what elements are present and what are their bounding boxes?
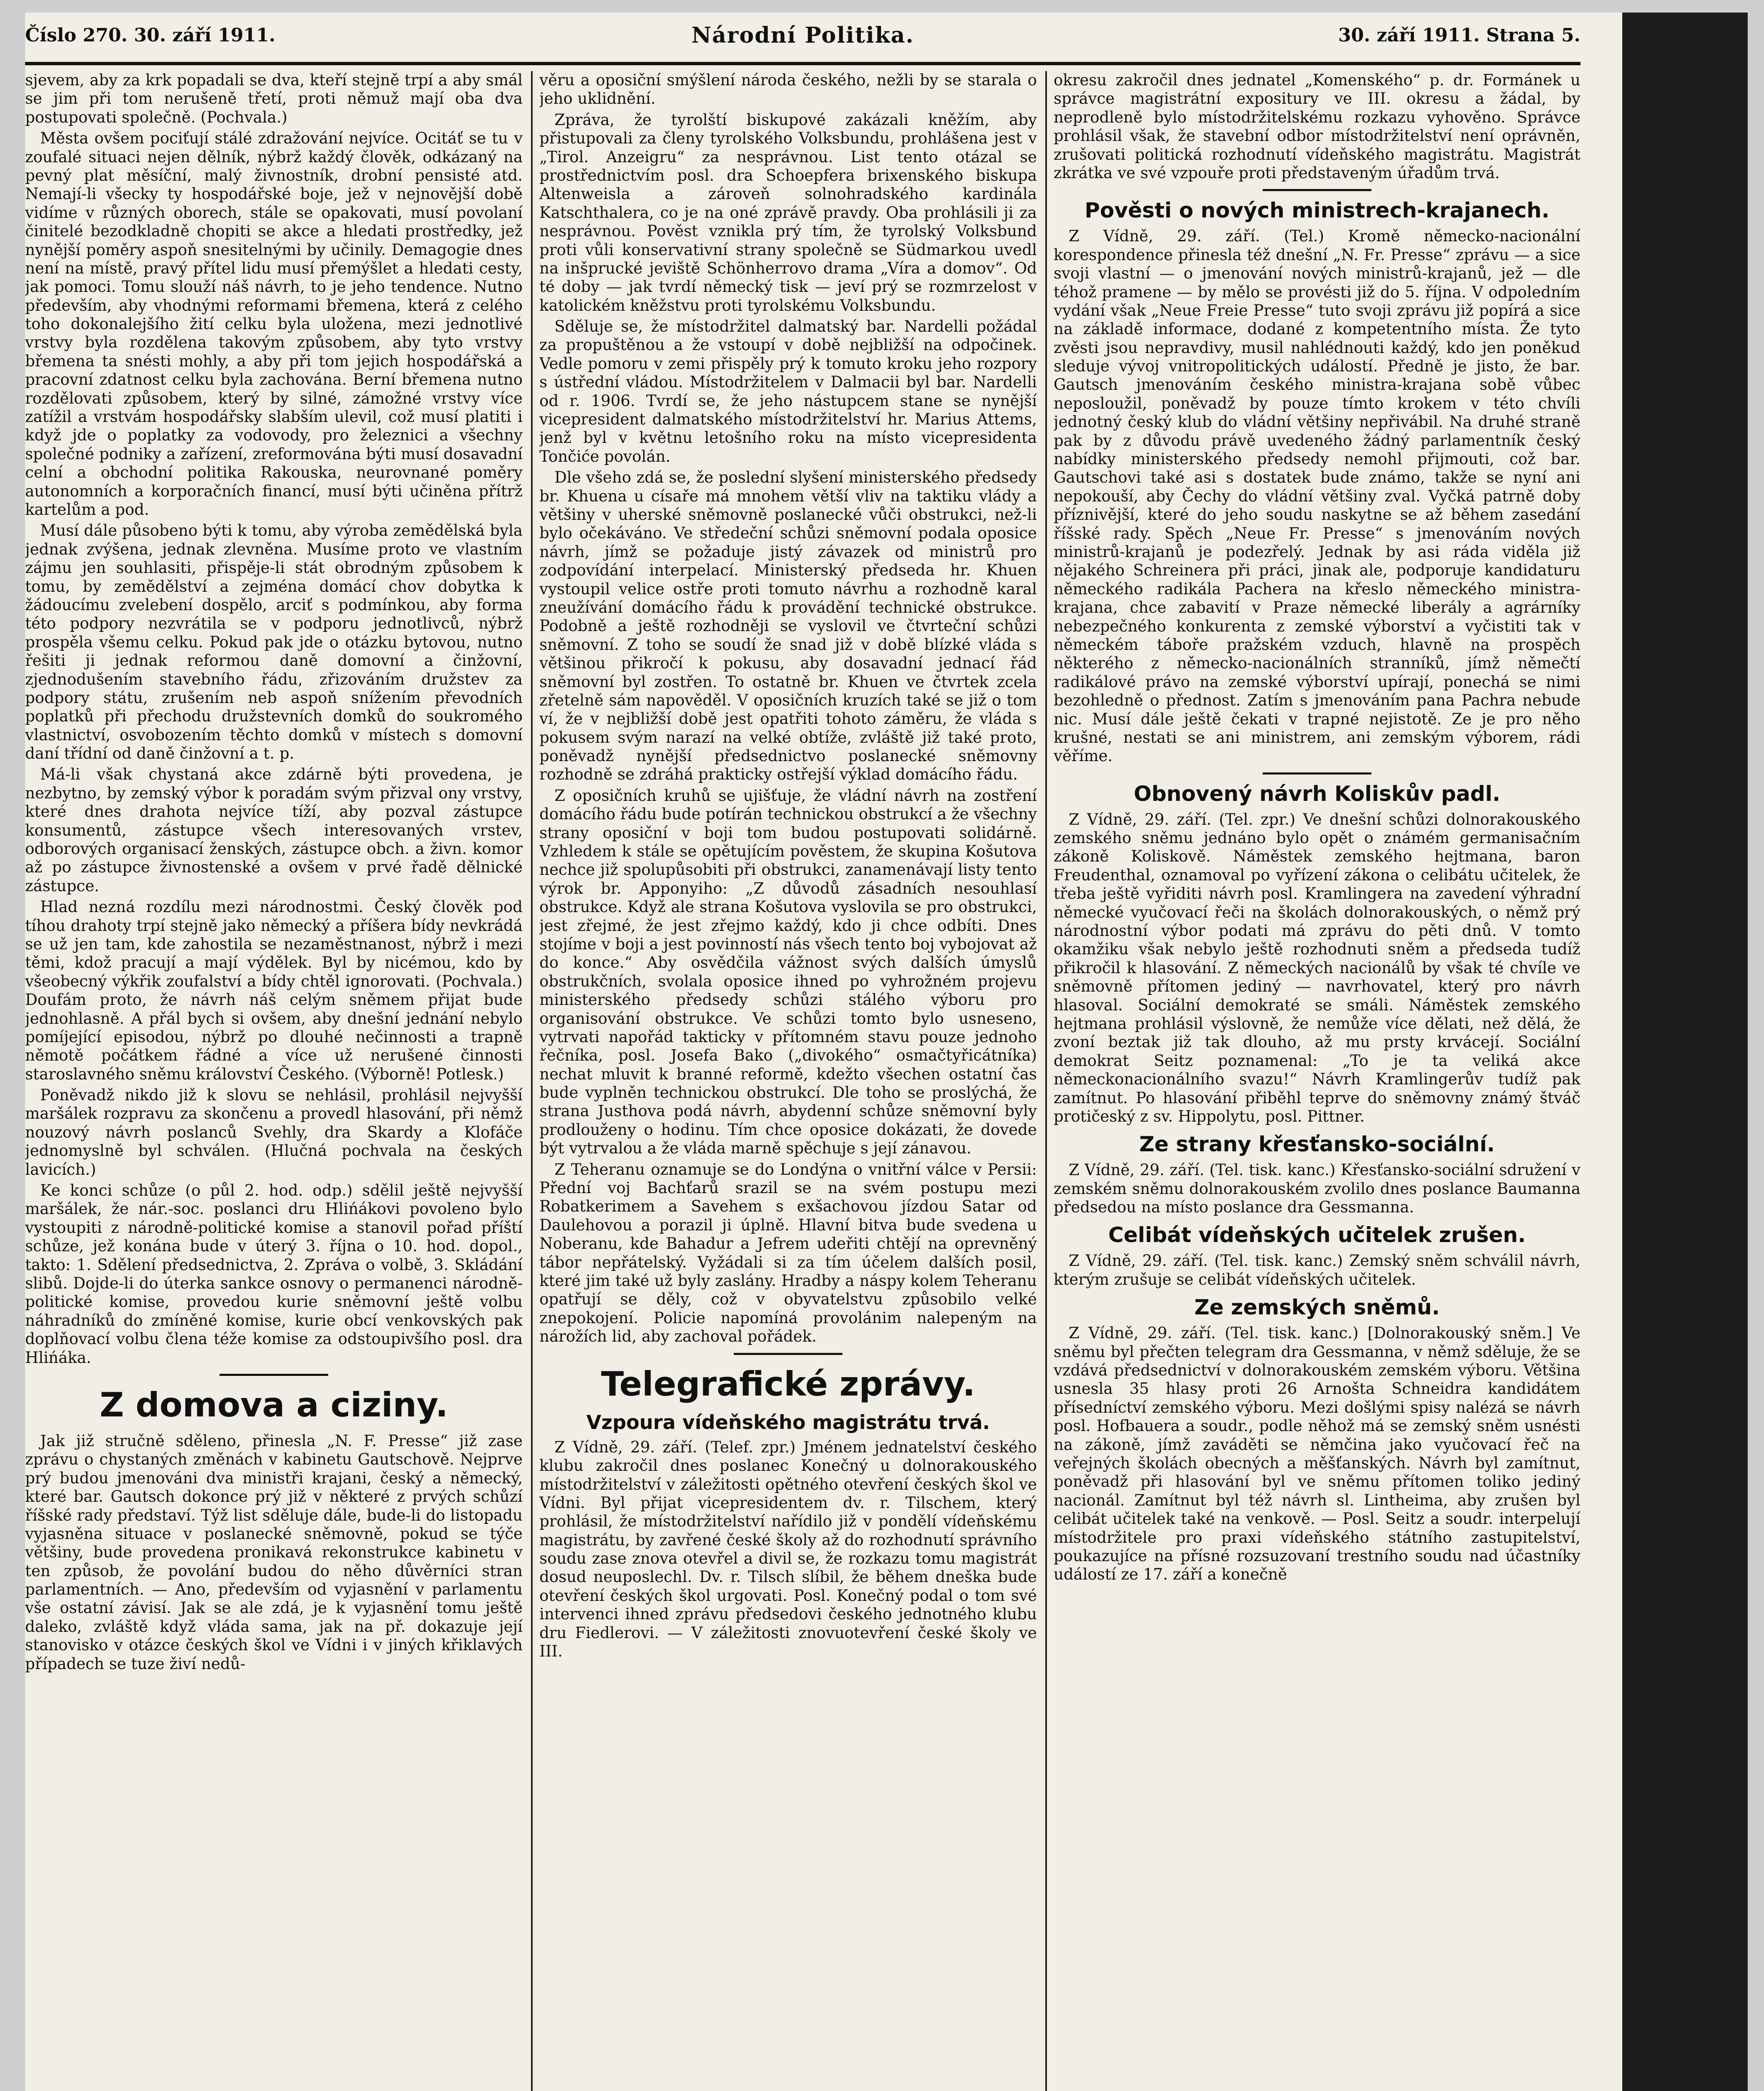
paragraph: Má-li však chystaná akce zdárně býti provedena, je nezbytno, by zemský výbor k poradám svým přizval ony vrstvy, které dnes drahota nejvíce tíží, aby pozval zástupce konsumentů, zástupce všech interesovaných vrstev, odborových organisací ženských, zástupce obch. a živn. komor až po zástupce živnostenské a ovšem v prvé řadě dělnické zástupce. [25, 765, 523, 895]
paragraph: Z Vídně, 29. září. (Tel. tisk. kanc.) Křesťansko-sociální sdružení v zemském sněmu dolnorakouském zvolilo dnes poslance Baumanna předsedou na místo poslance dra Gessmanna. [1054, 1161, 1580, 1217]
section-divider [1263, 189, 1371, 191]
paragraph: Sděluje se, že místodržitel dalmatský bar. Nardelli požádal za propuštěnou a že vstoupí v době nejbližší na odpočinek. Vedle pomoru v zemi přispěly prý k tomuto kroku jeho rozpory s ústřední vládou. Místodržitelem v Dalmacii byl bar. Nardelli od r. 1906. Tvrdí se, že jeho nástupcem stane se nynější vicepresident dalmatského místodržitelství hr. Marius Attems, jenž byl v květnu letošního roku na místo vicepresidenta Tončiće povolán. [539, 317, 1037, 465]
paragraph: Dle všeho zdá se, že poslední slyšení ministerského předsedy br. Khuena u císaře má mnohem větší vliv na taktiku vlády a většiny v uherské sněmovně poslanecké vůči obstrukci, než-li bylo očekáváno. Ve středeční schůzi sněmovní podala oposice návrh, jímž se požaduje jistý závazek od ministrů pro zodpovídání interpelací. Ministerský předseda hr. Khuen vystoupil velice ostře proti tomuto návrhu a rozhodně karal zneužívání domácího řádu k provádění technické obstrukce. Podobně a ještě rozhodněji se vyslovil ve čtvrteční schůzi sněmovní. Z toho se soudí že snad již v době blízké vláda s většinou přikročí k pokusu, aby dosavadní jednací řád sněmovní byl zostřen. To ostatně br. Khuen ve čtvrtek zcela zřetelně sám napověděl. V oposičních kruzích také se již o tom ví, že v nejbližší době jest opatřiti tohoto záměru, že vláda s pokusem svým narazí na velké obtíže, zvláště již také proto, poněvadž nynější předsednictvo poslanecké sněmovny rozhodně se zdráhá prakticky ostřejší výklad domácího řádu. [539, 468, 1037, 784]
section-divider [1263, 772, 1371, 775]
paragraph: Musí dále působeno býti k tomu, aby výroba zemědělská byla jednak zvýšena, jednak zlevněna. Musíme proto ve vlastním zájmu jen souhlasiti, přispěje-li stát obrodným způsobem k tomu, by zemědělství a zejména domácí chov dobytka k žádoucímu zvelebení dospělo, arciť s podmínkou, aby forma této podpory nezvrátila se v podporu jednotlivců, nýbrž prospěla všemu celku. Pokud pak jde o otázku bytovou, nutno řešiti ji jednak reformou daně domovní a činžovní, zjednodušením stavebního řádu, zřizováním družstev za podpory státu, zrušením neb aspoň snížením převodních poplatků při přechodu družstevních domků do soukromého vlastnictví, osvobozením těchto domků v místech s domovní daní třídní od daně činžovní a t. p. [25, 521, 523, 763]
paragraph: Z Teheranu oznamuje se do Londýna o vnitřní válce v Persii: Přední voj Bachťarů srazil se na svém postupu mezi Robatkerimem a Savehem s exšachovou jízdou Satar od Daulehovou a porazil ji úplně. Hlavní bitva bude svedena u Noberanu, kde Bahadur a Jefrem udeřiti chtějí na oprevněný tábor nepřátelský. Vyžádali si za tím účelem dalších posil, které jim také už byly zaslány. Hradby a náspy kolem Teheranu opatřují se děly, což v obyvatelstvu způsobilo velké znepokojení. Policie napomíná provolánim nalepeným na nárožích lid, aby zachoval pořádek. [539, 1160, 1037, 1346]
issue-number: Číslo 270. 30. září 1911. [25, 25, 276, 46]
paragraph: Z Vídně, 29. září. (Tel. zpr.) Ve dnešní schůzi dolnorakouského zemského sněmu jednáno bylo opět o známém germanisačním zákoně Koliskově. Náměstek zemského hejtmana, baron Freudenthal, oznamoval po vyřízení zákona o celibátu učitelek, že třeba ještě vyřiditi návrh posl. Kramlingera na zavedení výhradní německé vyučovací řeči na školách dolnorakouských, o němž prý národnostní výbor podati má zprávu do pěti dnů. V tomto okamžiku však nebylo ještě rozhodnuti sněm a předseda tudíž přikročil k hlasování. Z německých nacionálů by však té chvíle ve sněmovně přítomen jediný — navrhovatel, který pro návrh hlasoval. Sociální demokraté se smáli. Náměstek zemského hejtmana prohlásil výslovně, že nemůže více dělati, než dělá, že zvoní beztak již tak dlouho, až mu prsty krvácejí. Sociální demokrat Seitz poznamenal: „To je ta veliká akce německonacionálního svazu!“ Návrh Kramlingerův tudíž pak zamítnut. Po hlasování přiběhl teprve do sněmovny známý štváč protičeský z sv. Hippolytu, posl. Pittner. [1054, 810, 1580, 1125]
paragraph: Z oposičních kruhů se ujišťuje, že vládní návrh na zostření domácího řádu bude potírán technickou obstrukcí a že všechny strany oposiční v boji tom budou postupovati solidárně. Vzhledem k stále se opětujícím pověstem, že skupina Košutova nechce již spolupůsobiti při obstrukci, zanamenávají listy tento výrok br. Apponyiho: „Z důvodů zásadních nesouhlasí obstrukce. Když ale strana Košutova vyslovila se pro obstrukci, jest zřejmé, že jest zřejmo každý, kdo ji chce odbíti. Dnes stojíme v boji a jest povinností nás všech tento boj vybojovat až do konce.“ Aby osvědčila vážnost svých dalších úmyslů obstrukčních, svolala oposice ihned po vyhrožném projevu ministerského předsedy schůzi stálého výboru pro organisování obstrukce. Ve schůzi tomto bylo usneseno, vytrvati napořád takticky v přítomném stavu pouze jednoho řečníka, posl. Josefa Bako („divokého“ osmačtyřicátníka) nechat mluvit k branné reformě, kdežto všechen ostatní čas bude vyplněn technickou obstrukcí. Dle toho se proslýchá, že strana Justhova podá návrh, abydenní schůze sněmovní byly prodlouženy o hodinu. Tím chce oposice dokázati, že dovede být vytrvalou a že vláda marně spěchuje s její zánavou. [539, 786, 1037, 1158]
column-3 [1054, 71, 1580, 2091]
masthead [25, 13, 1580, 59]
article-headline: Celibát vídeňských učitelek zrušen. [1108, 1223, 1526, 1247]
paragraph: okresu zakročil dnes jednatel „Komenského“ p. dr. Formánek u správce magistrátní expositury ve III. okresu a žádal, by neprodleně bylo místodržitelskému rozkazu vyhověno. Správce prohlásil však, že stavební odbor místodržitelství není oprávněn, zrušovati politická rozhodnutí vídeňského magistrátu. Magistrát zkrátka ve své vzpouře proti představeným úřadům trvá. [1054, 71, 1580, 182]
paragraph: Ke konci schůze (o půl 2. hod. odp.) sdělil ještě nejvyšší maršálek, že nár.-soc. poslanci dru Hlińákovi povoleno bylo vystoupiti z národně-politické komise a stanovil pořad příští schůze, jež konána bude v úterý 3. října o 10. hod. dopol., takto: 1. Sdělení předsednictva, 2. Zpráva o volbě, 3. Skládání slibů. Dojde-li do úterka sankce osnovy o permanenci národně-politické komise, provedou kurie sněmovní ještě volbu náhradníků do zmíněné komise, kurie obcí venkovských pak doplňovací volbu člena téže komise za odstoupivšího posl. dra Hlińáka. [25, 1181, 523, 1367]
masthead-rule [25, 62, 1580, 65]
column-divider [531, 71, 533, 2091]
paragraph: Hlad nezná rozdílu mezi národnostmi. Český člověk pod tíhou drahoty trpí stejně jako německý a příšera bídy nevkrádá se už jen tam, kde zahostila se nezaměstnanost, nýbrž i mezi těmi, kdož pracují a mají výdělek. Byl by nicémou, kdo by všeobecný výkřik zoufalství a bídy chtěl ignorovati. (Pochvala.) Doufám proto, že návrh náš celým sněmem přijat bude jednohlasně. A přál bych si ovšem, aby dnešní jednání nebylo pomíjející episodou, nýbrž po dlouhé nečinnosti a trapně němotě počátkem řádné a více už nerušené činnosti staroslavného sněmu království Českého. (Výborně! Potlesk.) [25, 898, 523, 1083]
article-headline: Ze zemských sněmů. [1194, 1295, 1440, 1320]
column-2 [539, 71, 1037, 2091]
section-divider [220, 1374, 328, 1376]
paragraph: Jak již stručně sděleno, přinesla „N. F. Presse“ již zase zprávu o chystaných změnách v kabinetu Gautschově. Nejprve prý budou jmenováni dva ministři krajani, český a německý, které bar. Gautsch dokonce prý již v některé z prvých schůzí říšské rady představí. Týž list sděluje dále, bude-li do listopadu vyjasněna situace v poslanecké sněmovně, pokud se týče většiny, bude provedena pronikavá rekonstrukce kabinetu v ten způsob, že povolání budou do něho důvěrníci stran parlamentních. — Ano, především od vyjasnění v parlamentu vše ostatní závisí. Jak se ale zdá, je k vyjasnění tomu ještě daleko, zvláště když vláda sama, jak na př. dokazuje její stanovisko v otázce českých škol ve Vídni i v jiných křiklavých případech se tuze živí nedů- [25, 1431, 523, 1673]
column-divider [1045, 71, 1047, 2091]
paragraph: Z Vídně, 29. září. (Tel.) Kromě německo-nacionální korespondence přinesla též dnešní „N. Fr. Presse“ zprávu — a sice svoji vlastní — o jmenování nových ministrů-krajanů, jež — dle téhož pramene — by mělo se provésti již do 5. října. V odpoledním vydání však „Neue Freie Presse“ tuto svoji zprávu již popírá a sice na základě informace, dodané z kompetentního místa. Že tyto zvěsti jsou nepravdivy, musil nahlédnouti každý, kdo jen poněkud sleduje vývoj vnitropolitických událostí. Předně je jisto, že bar. Gautsch jmenováním českého ministra-krajana sobě vůbec neposloužil, poněvadž by pouze tímto krokem v této chvíli jednotný český klub do vládní většiny nepřivábil. Na druhé straně pak by z důvodu právě uvedeného žádný parlamentník český nabídky ministerského předsedy nemohl přijmouti, což bar. Gautschovi také asi s dostatek bude známo, takže se nyní ani nepokouší, aby Čechy do vládní většiny zval. Vyčká patrně doby příznivější, které do jeho soudu naskytne se až během zasedání říšské rady. Spěch „Neue Fr. Presse“ s jmenováním nových ministrů-krajanů je podezřelý. Jednak by asi ráda viděla již nějakého Schreinera při práci, jinak ale, podporuje kandidaturu německého radikála Pachera na křeslo německého ministra-krajana, chce zabavití v Praze německé liberály a agrárníky nebezpečného konkurenta z zemské výborství a vyčistiti tak v německém táboře pražském vzduch, hlavně na prospěch některého z německo-nacionálních stranníků, jímž němečtí radikálové právo na zemské výborství upírají, ponechá se nimi bezohledně o přednost. Zatím s jmenováním pana Pachra nebude nic. Musí dále ještě čekati v trapné nejistotě. Ze je pro něho krušné, nestati se ani ministrem, ani zemským výborem, rádi věříme. [1054, 227, 1580, 765]
paragraph: Z Vídně, 29. září. (Tel. tisk. kanc.) [Dolnorakouský sněm.] Ve sněmu byl přečten telegram dra Gessmanna, v němž sděluje, že se vzdává předsednictví v dolnorakouském zemském výboru. Většina usnesla 35 hlasy proti 26 Arnošta Schneidra kandidátem přísedníctví zemského výboru. Mezi došlými spisy nalézá se návrh posl. Hofbauera a soudr., podle něhož má se zemský sněm usnésti na zákoně, jímž zaváděti se němčina jako vyučovací řeč na veřejných školách obecných a měšťanských. Návrh byl zamítnut, poněvadž při hlasování byl ve sněmu přítomen toliko jediný nacionál. Zamítnut byl též návrh sl. Lintheima, aby zrušen byl celibát učitelek také na venkově. — Posl. Seitz a soudr. interpelují místodržitele pro praxi vídeňského státního zastupitelství, poukazujíce na přísné rozsuzovaní trestního soudu nad účastníky událostí ze 17. září a konečně [1054, 1324, 1580, 1584]
paragraph: věru a oposiční smýšlení národa českého, nežli by se starala o jeho uklidnění. [539, 71, 1037, 108]
newspaper-page [25, 13, 1748, 2091]
column-1 [25, 71, 523, 2091]
article-headline: Obnovený návrh Koliskův padl. [1133, 781, 1501, 806]
article-headline: Ze strany křesťansko-sociální. [1139, 1132, 1495, 1157]
article-headline: Vzpoura vídeňského magistrátu trvá. [586, 1411, 990, 1434]
paragraph: Poněvadž nikdo již k slovu se nehlásil, prohlásil nejvyšší maršálek rozpravu za skončenu a provedl hlasování, při němž nouzový návrh poslanců Svehly, dra Skardy a Klofáče jednomyslně byl schválen. (Hlučná pochvala na českých lavicích.) [25, 1086, 523, 1178]
binding-edge [1622, 13, 1748, 2091]
paragraph: Z Vídně, 29. září. (Telef. zpr.) Jménem jednatelství českého klubu zakročil dnes poslanec Konečný u dolnorakouského místodržitelství v záležitosti opětného otevření českých škol ve Vídni. Byl přijat vicepresidentem dv. r. Tilschem, který prohlásil, že místodržitelství nařídilo již v pondělí vídeňskému magistrátu, by zavřené české školy až do rozhodnutí správního soudu zase znova otevřel a divil se, že rozkazu tomu magistrát dosud neuposlechl. Dv. r. Tilsch slíbil, že během dneška bude otevření českých škol urgovati. Posl. Konečný podal o tom své intervenci ihned zprávu předsedovi českého jednotného klubu dru Fiedlerovi. — V záležitosti znovuotevření české školy ve III. [539, 1438, 1037, 1661]
section-divider [734, 1353, 842, 1355]
paragraph: Zpráva, že tyrolští biskupové zakázali kněžím, aby přistupovali za členy tyrolského Volksbundu, prohlášena jest v „Tirol. Anzeigru“ za nesprávnou. List tento otázal se prostřednictvím posl. dra Schoepfera brixenského biskupa Altenweisla a zároveň solnohradského kardinála Katschthalera, co je na oné zprávě pravdy. Oba prohlásili ji za nesprávnou. Pověst vznikla prý tím, že tyrolský Volksbund proti vůli konservativní strany společně se Südmarkou uvedl na inšprucké jeviště Schönherrovo drama „Víra a domov“. Od té doby — jak tvrdí německý tisk — jeví prý se rozmrzelost v katolickém kněžstvu proti tyrolskému Volksbundu. [539, 110, 1037, 314]
article-headline: Pověsti o nových ministrech-krajanech. [1085, 198, 1550, 223]
date-page: 30. září 1911. Strana 5. [1338, 25, 1580, 46]
newspaper-title: Národní Politika. [691, 23, 914, 48]
paragraph: Města ovšem pociťují stálé zdražování nejvíce. Ocitáť se tu v zoufalé situaci nejen dělník, nýbrž každý člověk, odkázaný na pevný plat měsíční, malý živnostník, drobní pensisté atd. Nemají-li všecky ty hospodářské boje, jež v nejnovější době vidíme v různých oborech, stále se opakovati, musí povolaní činitelé bezodkladně chopiti se akce a hledati prostředky, jež nynější poměry aspoň snesitelnými by učinily. Demagogie dnes není na místě, pravý přítel lidu musí přemýšlet a hledati cesty, jak pomoci. Tomu slouží náš návrh, to je jeho tendence. Nutno především, aby vhodnými reformami břemena, která z celého toho dokonalejšího žití celku byla uložena, mezi jednotlivé vrstvy byla rozdělena takovým způsobem, aby tyto vrstvy břemena ta snésti mohly, a aby při tom jejich hospodářská a pracovní zdatnost celku byla zachována. Berní břemena nutno rozdělovati způsobem, který by silné, zámožné vrstvy více zatížil a vrstvám hospodářsky slabším ulevil, což musí platiti i když jde o poplatky za vodovody, pro železnici a všechny společné podniky a zařízení, zreformována býti musí dosavadní celní a obchodní politika Rakouska, neurovnané poměry autonomních a korporačních financí, musí býti učiněna přítrž kartelům a pod. [25, 129, 523, 519]
paragraph: sjevem, aby za krk popadali se dva, kteří stejně trpí a aby smál se jim při tom nerušeně třetí, proti němuž mají oba dva postupovati společně. (Pochvala.) [25, 71, 523, 126]
section-headline: Telegrafické zprávy. [601, 1364, 975, 1403]
paragraph: Z Vídně, 29. září. (Tel. tisk. kanc.) Zemský sněm schválil návrh, kterým zrušuje se celibát vídeňských učitelek. [1054, 1252, 1580, 1288]
section-headline: Z domova a ciziny. [100, 1385, 448, 1424]
